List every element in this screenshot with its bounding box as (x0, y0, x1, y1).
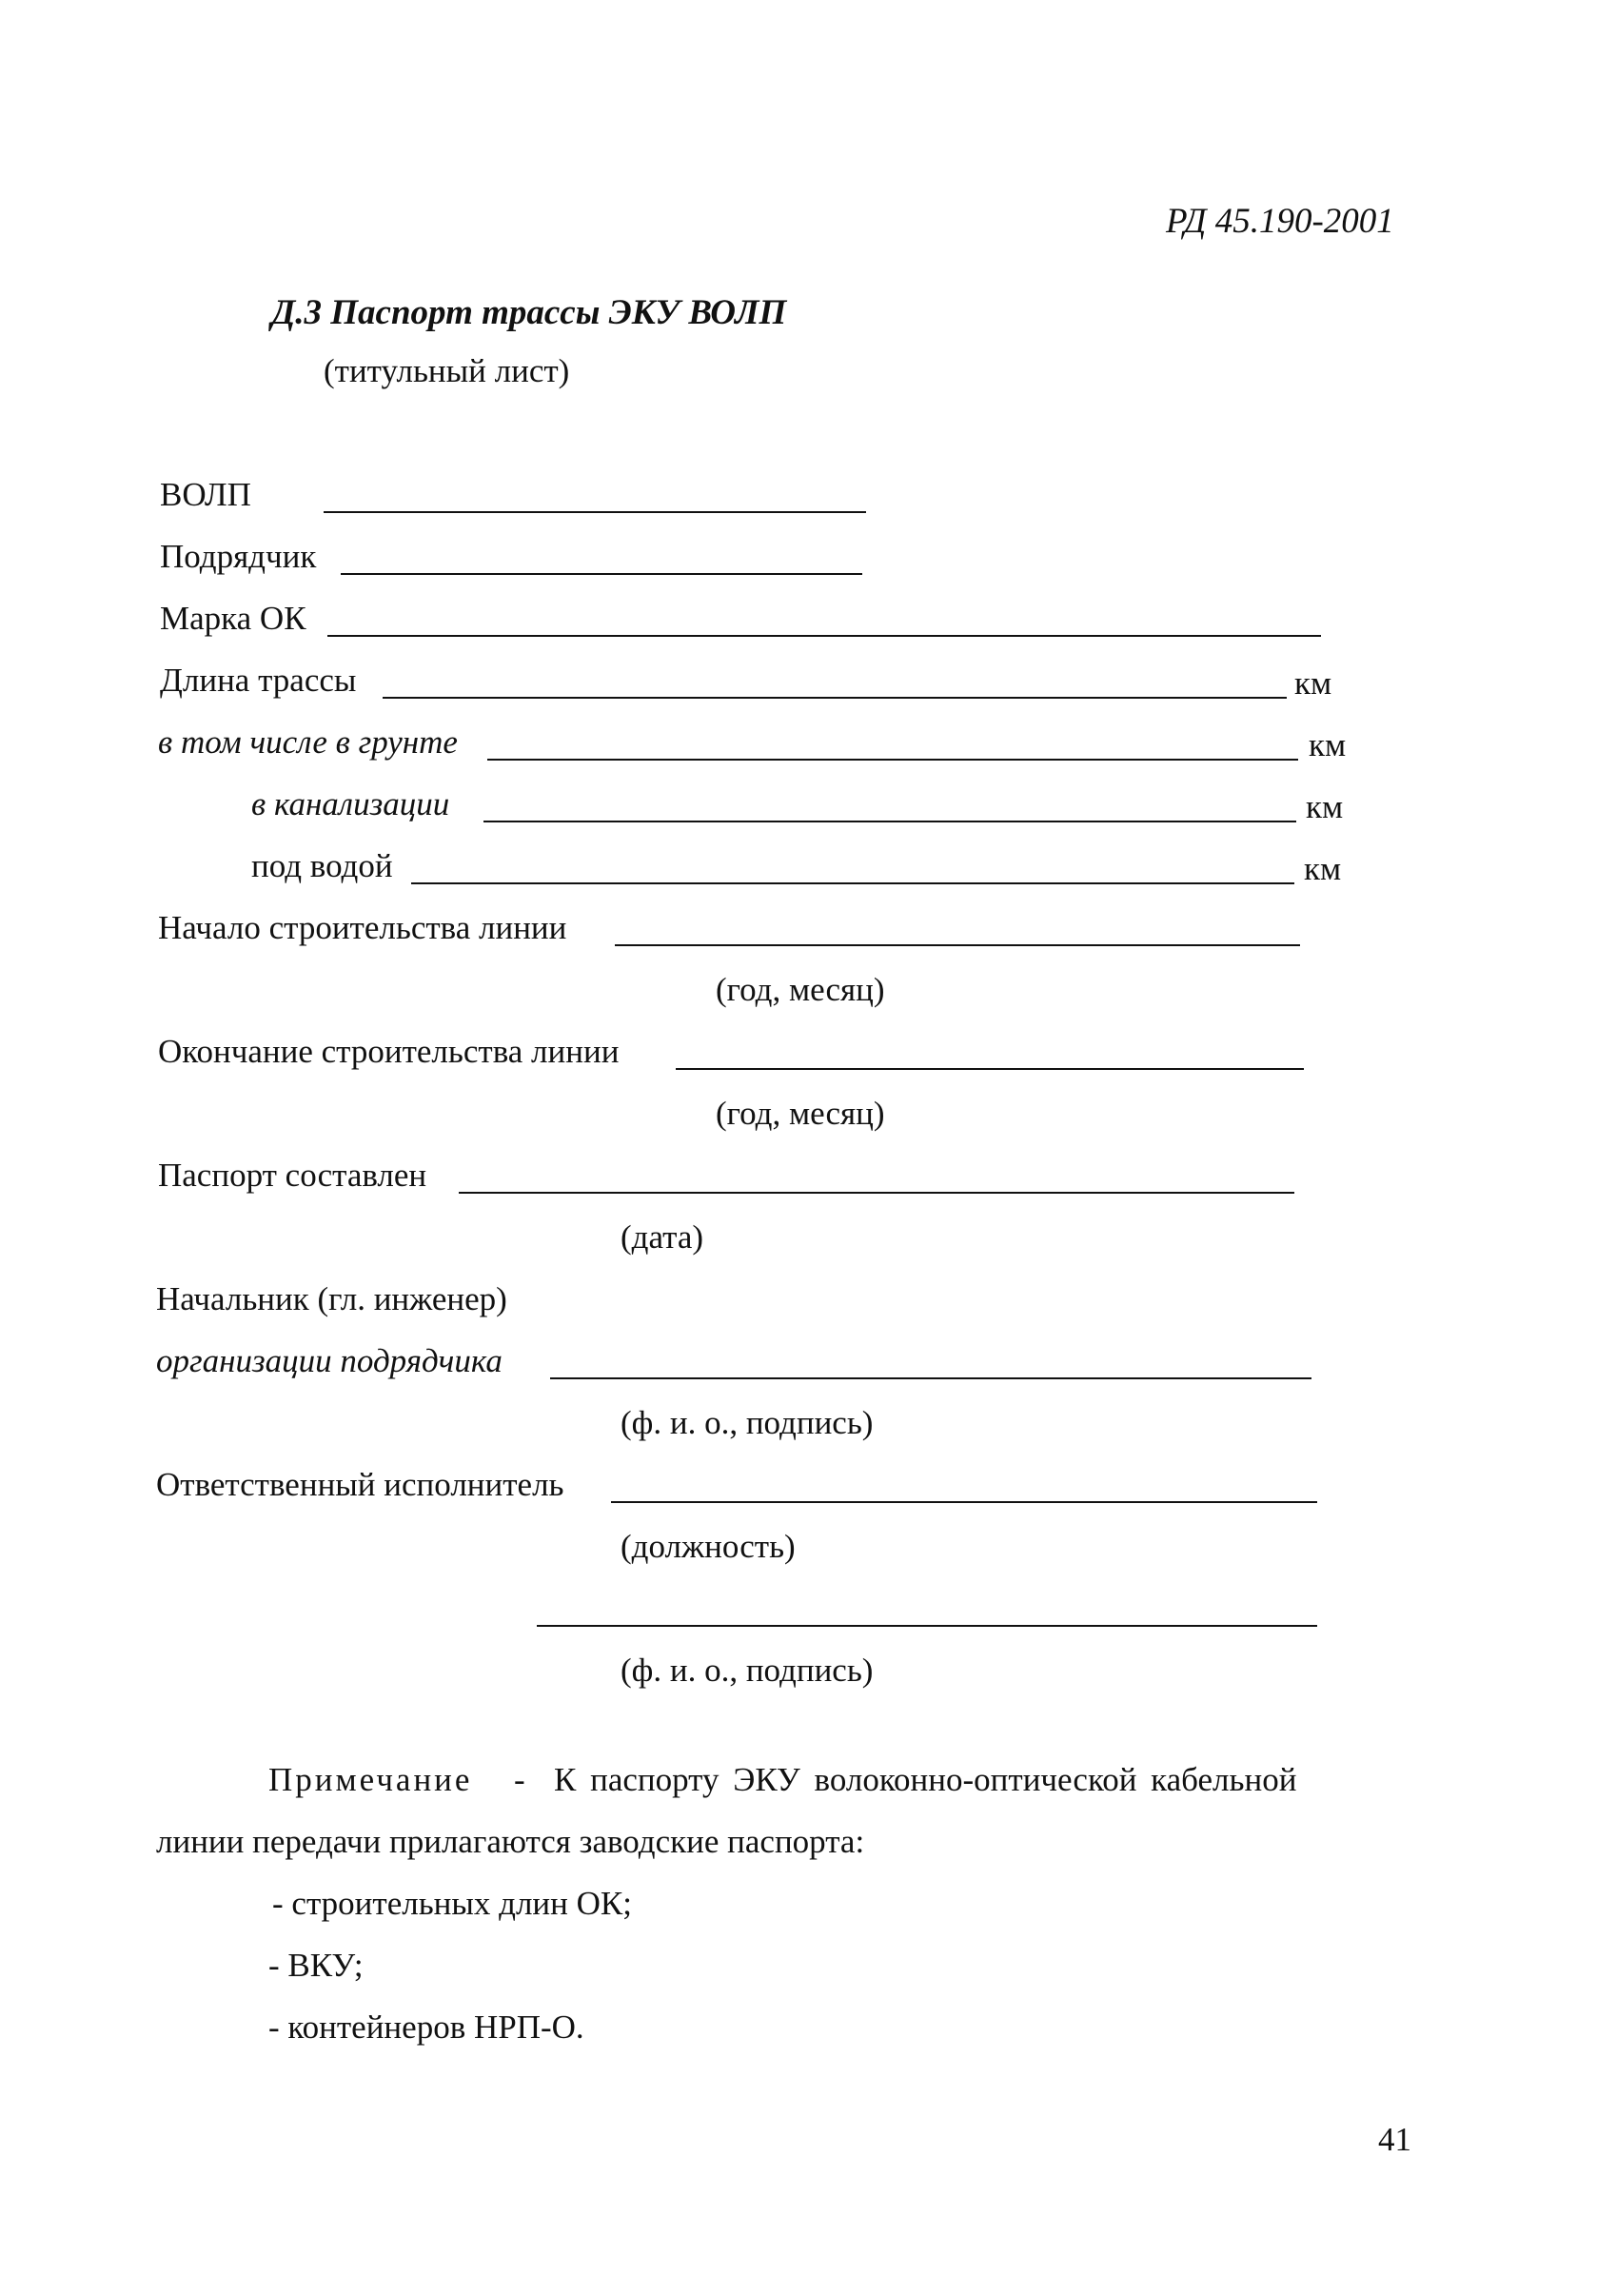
under-water-field[interactable] (411, 882, 1294, 884)
in-duct-field[interactable] (483, 821, 1296, 822)
in-duct-unit: км (1306, 788, 1344, 825)
note-prefix: Примечание (268, 1761, 473, 1798)
start-construction-label: Начало строительства линии (158, 909, 567, 946)
note-item: - ВКУ; (268, 1947, 364, 1984)
in-duct-label: в канализации (251, 785, 450, 822)
cable-brand-field[interactable] (327, 635, 1321, 637)
contractor-label: Подрядчик (160, 538, 317, 575)
under-water-label: под водой (251, 847, 393, 884)
chief-signature-hint: (ф. и. о., подпись) (621, 1404, 874, 1441)
start-construction-field[interactable] (615, 944, 1300, 946)
end-construction-label: Окончание строительства линии (158, 1033, 620, 1070)
in-ground-label: в том числе в грунте (158, 723, 458, 761)
end-construction-hint: (год, месяц) (716, 1095, 885, 1132)
end-construction-field[interactable] (676, 1068, 1304, 1070)
page-title: Д.3 Паспорт трассы ЭКУ ВОЛП (271, 293, 787, 332)
compiled-label: Паспорт составлен (158, 1157, 427, 1194)
note-item: - строительных длин ОК; (272, 1885, 632, 1922)
route-length-label: Длина трассы (160, 662, 357, 699)
responsible-label: Ответственный исполнитель (156, 1466, 564, 1503)
in-ground-field[interactable] (487, 759, 1298, 761)
chief-label-line1: Начальник (гл. инженер) (156, 1280, 507, 1317)
position-hint: (должность) (621, 1528, 796, 1565)
page-subtitle: (титульный лист) (324, 352, 570, 389)
chief-signature-field[interactable] (550, 1377, 1311, 1379)
cable-brand-label: Марка ОК (160, 600, 306, 637)
volp-field[interactable] (324, 511, 866, 513)
note-dash: - (514, 1761, 525, 1798)
note-text-line1: К паспорту ЭКУ волоконно-оптической кабельной (554, 1761, 1297, 1798)
under-water-unit: км (1304, 850, 1342, 887)
chief-label-line2: организации подрядчика (156, 1342, 503, 1379)
contractor-field[interactable] (341, 573, 862, 575)
volp-label: ВОЛП (160, 476, 251, 513)
start-construction-hint: (год, месяц) (716, 971, 885, 1008)
note-item: - контейнеров НРП-О. (268, 2009, 584, 2046)
compiled-date-field[interactable] (459, 1192, 1294, 1194)
route-length-field[interactable] (383, 697, 1287, 699)
date-hint: (дата) (621, 1218, 704, 1256)
route-length-unit: км (1294, 664, 1332, 702)
in-ground-unit: км (1309, 726, 1347, 763)
document-code: РД 45.190-2001 (1166, 202, 1394, 241)
responsible-signature-field[interactable] (537, 1625, 1317, 1627)
page-number: 41 (1378, 2121, 1411, 2158)
responsible-position-field[interactable] (611, 1501, 1317, 1503)
responsible-signature-hint: (ф. и. о., подпись) (621, 1652, 874, 1689)
note-text-line2: линии передачи прилагаются заводские паспорта: (156, 1823, 865, 1860)
